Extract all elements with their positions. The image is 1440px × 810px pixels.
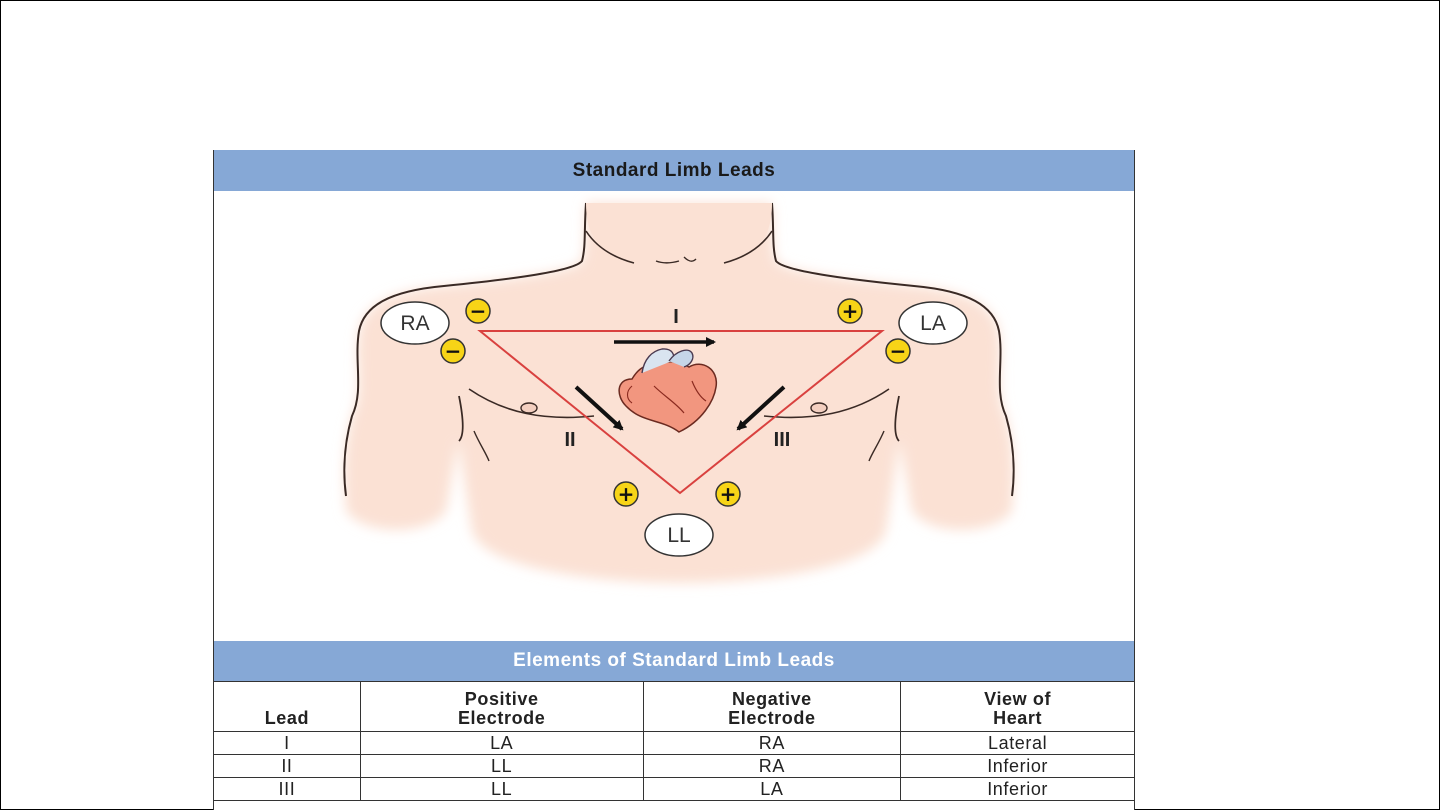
svg-text:−: −	[469, 299, 487, 323]
cell-view: Lateral	[901, 732, 1134, 755]
cell-negative: LA	[643, 778, 901, 801]
header-negative-electrode: Negative Electrode	[643, 682, 901, 732]
svg-text:+: +	[841, 299, 859, 323]
table-header-row	[214, 682, 1134, 732]
header-lead: Lead	[214, 682, 360, 732]
limb-leads-table	[214, 681, 1134, 801]
svg-text:LA: LA	[920, 312, 946, 335]
electrode-ra	[381, 302, 449, 344]
cell-view: Inferior	[901, 778, 1134, 801]
svg-text:+: +	[719, 482, 737, 506]
table-title: Elements of Standard Limb Leads	[214, 641, 1134, 681]
table-row	[214, 755, 1134, 778]
cell-negative: RA	[643, 755, 901, 778]
cell-negative: RA	[643, 732, 901, 755]
electrode-marker-ra-upper	[466, 299, 490, 323]
figure-title: Standard Limb Leads	[214, 150, 1134, 191]
cell-view: Inferior	[901, 755, 1134, 778]
svg-text:−: −	[889, 339, 907, 363]
electrode-marker-ra-lower	[441, 339, 465, 363]
cell-lead: II	[214, 755, 360, 778]
lead-ii-label: II	[564, 429, 576, 451]
lead-i-label: I	[673, 306, 679, 328]
cell-positive: LL	[360, 778, 643, 801]
table-row	[214, 778, 1134, 801]
electrode-ll	[645, 514, 713, 556]
limb-leads-figure	[213, 150, 1135, 810]
svg-text:−: −	[444, 339, 462, 363]
header-view-of-heart: View of Heart	[901, 682, 1134, 732]
electrode-marker-ll-right	[716, 482, 740, 506]
electrode-la	[899, 302, 967, 344]
electrode-marker-ll-left	[614, 482, 638, 506]
cell-positive: LA	[360, 732, 643, 755]
svg-text:+: +	[617, 482, 635, 506]
table-row	[214, 732, 1134, 755]
lead-iii-label: III	[773, 429, 791, 451]
electrode-marker-la-upper	[838, 299, 862, 323]
cell-positive: LL	[360, 755, 643, 778]
electrode-marker-la-lower	[886, 339, 910, 363]
svg-text:LL: LL	[667, 524, 691, 547]
cell-lead: I	[214, 732, 360, 755]
svg-text:RA: RA	[400, 312, 430, 335]
header-positive-electrode: Positive Electrode	[360, 682, 643, 732]
einthoven-triangle-diagram	[214, 191, 1134, 641]
cell-lead: III	[214, 778, 360, 801]
